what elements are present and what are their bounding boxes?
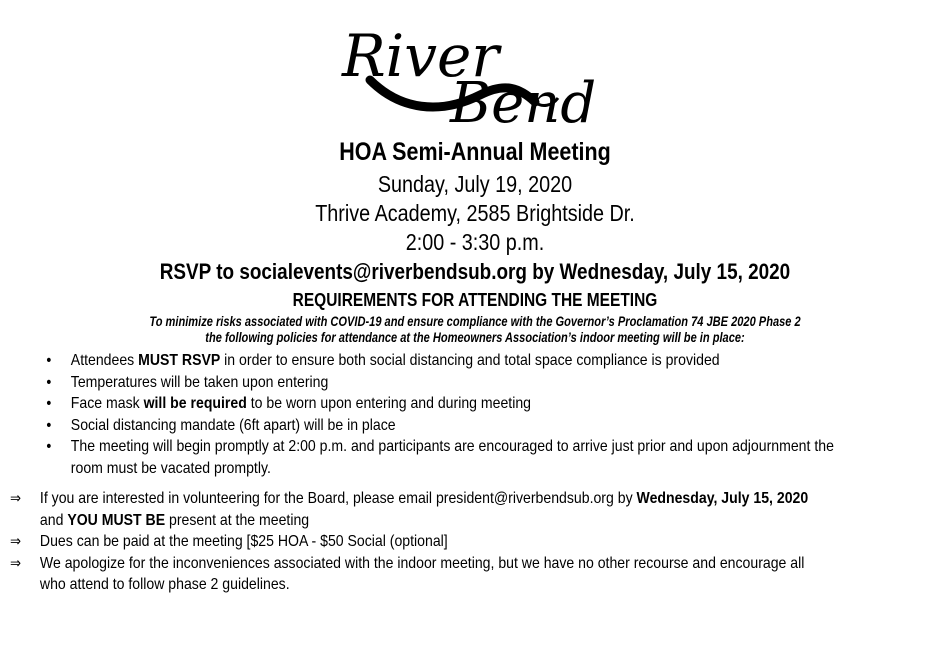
meeting-time: 2:00 - 3:30 p.m. bbox=[405, 229, 545, 255]
logo-word-river: River bbox=[342, 22, 500, 90]
rsvp-line: RSVP to socialevents@riverbendsub.org by Wednesday, July 15, 2020 bbox=[159, 259, 791, 284]
intro-line-1: To minimize risks associated with COVID-19 and ensure compliance with the Governor’s Proclamation 74 JBE 2020 Phase 2 bbox=[149, 314, 801, 329]
list-item: • The meeting will begin promptly at 2:00 p.m. and participants are encouraged to arrive just prior and upon adjournment the room must be vacated promptly. bbox=[40, 436, 885, 479]
arrow-right-icon: ⇒ bbox=[10, 489, 22, 507]
list-item: • Temperatures will be taken upon entering bbox=[40, 372, 885, 394]
requirements-list bbox=[40, 350, 885, 479]
note-dues: ⇒ Dues can be paid at the meeting [$25 HOA - $50 Social (optional] bbox=[10, 531, 899, 553]
notes-list bbox=[10, 488, 899, 596]
logo-word-bend: Bend bbox=[450, 71, 597, 136]
note-volunteer: ⇒ If you are interested in volunteering for the Board, please email president@riverbendsub.org by Wednesday, July 15, 2020 and YOU MUST BE present at the meeting bbox=[10, 489, 809, 529]
bullet-icon: • bbox=[46, 373, 52, 391]
river-bend-logo bbox=[330, 10, 630, 140]
note-apology: ⇒ We apologize for the inconveniences associated with the indoor meeting, but we have no other recourse and encourage all who attend to follow phase 2 guidelines. bbox=[10, 553, 805, 593]
meeting-date: Sunday, July 19, 2020 bbox=[377, 171, 573, 197]
arrow-right-icon: ⇒ bbox=[10, 532, 22, 550]
list-item: • Attendees MUST RSVP in order to ensure both social distancing and total space compliance is provided bbox=[40, 350, 885, 372]
intro-line-2: the following policies for attendance at the Homeowners Association’s indoor meeting will be in place: bbox=[205, 330, 745, 345]
logo-graphic bbox=[330, 10, 630, 140]
list-item: • Social distancing mandate (6ft apart) will be in place bbox=[40, 415, 885, 437]
meeting-title: HOA Semi-Annual Meeting bbox=[339, 138, 611, 166]
requirements-heading: REQUIREMENTS FOR ATTENDING THE MEETING bbox=[292, 290, 658, 310]
arrow-right-icon: ⇒ bbox=[10, 553, 22, 572]
list-item: • Face mask will be required to be worn upon entering and during meeting bbox=[40, 393, 885, 415]
requirements-intro bbox=[86, 314, 865, 346]
bullet-icon: • bbox=[46, 352, 52, 369]
bullet-icon: • bbox=[46, 438, 52, 455]
bullet-icon: • bbox=[46, 395, 52, 412]
bullet-icon: • bbox=[46, 416, 52, 434]
meeting-venue: Thrive Academy, 2585 Brightside Dr. bbox=[315, 200, 635, 226]
